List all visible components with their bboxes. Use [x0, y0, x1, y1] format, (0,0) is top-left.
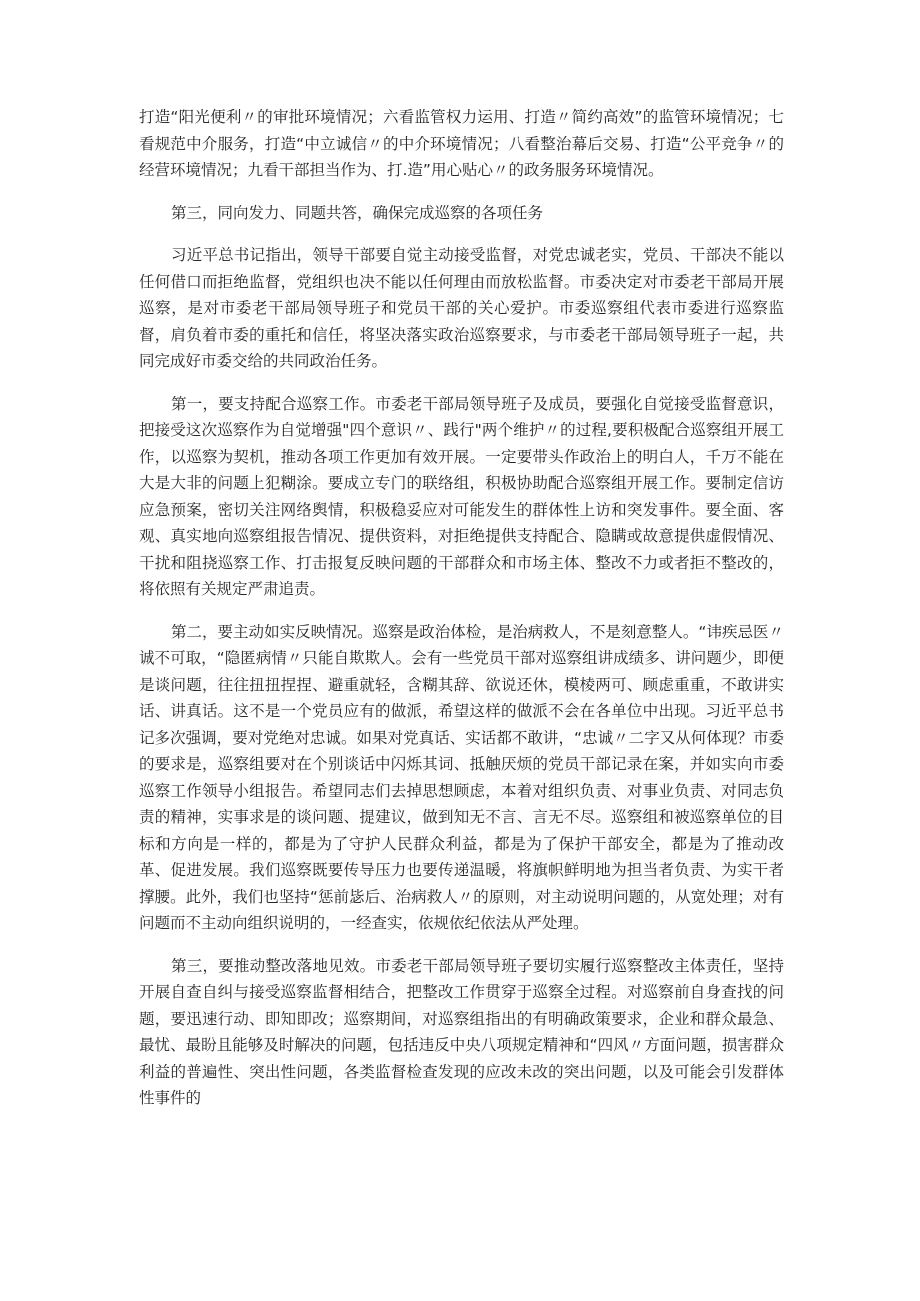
- document-body: [139, 104, 784, 1112]
- paragraph-approval-environment: 打造“阳光便利〃的审批环境情况；六看监管权力运用、打造〃简约高效”的监管环境情况；七看规范中介服务，打造“中立诚信〃的中介环境情况；八看整治幕后交易、打造“公平竞争〃的经营环境情况；九看干部担当作为、打.造”用心贴心〃的政务服务环境情况。: [139, 108, 784, 179]
- paragraph-accept-supervision: 习近平总书记指出，领导干部要自觉主动接受监督，对党忠诚老实，党员、干部决不能以任何借口而拒绝监督，党组织也决不能以任何理由而放松监督。市委决定对市委老干部局开展巡察，是对市委老干部局领导班子和党员干部的关心爱护。市委巡察组代表市委进行巡察监督，肩负着市委的重托和信任，将坚决落实政治巡察要求，与市委老干部局领导班子一起，共同完成好市委交给的共同政治任务。: [139, 246, 784, 370]
- paragraph-rectification: 第三，要推动整改落地见效。市委老干部局领导班子要切实履行巡察整改主体责任，坚持开展自查自纠与接受巡察监督相结合，把整改工作贯穿于巡察全过程。对巡察前自身查找的问题，要迅速行动、即知即改；巡察期间，对巡察组指出的有明确政策要求，企业和群众最急、最忧、最盼且能够及时解决的问题，包括违反中央八项规定精神和“四风〃方面问题，损害群众利益的普遍性、突出性问题，各类监督检查发现的应改未改的突出问题，以及可能会引发群体性事件的: [139, 956, 784, 1107]
- paragraph-support-inspection: 第一，要支持配合巡察工作。市委老干部局领导班子及成员，要强化自觉接受监督意识，把接受这次巡察作为自觉增强"四个意识〃、践行"两个维护〃的过程,要积极配合巡察组开展工作，以巡察为契机，推动各项工作更加有效开展。一定要带头作政治上的明白人，千万不能在大是大非的问题上犯糊涂。要成立专门的联络组，积极协助配合巡察组开展工作。要制定信访应急预案，密切关注网络舆情，积极稳妥应对可能发生的群体性上访和突发事件。要全面、客观、真实地向巡察组报告情况、提供资料，对拒绝提供支持配合、隐瞒或故意提供虚假情况、干扰和阻挠巡察工作、打击报复反映问题的干部群众和市场主体、整改不力或者拒不整改的，将依照有关规定严肃追责。: [139, 394, 784, 598]
- paragraph-report-truthfully: 第二，要主动如实反映情况。巡察是政治体检，是治病救人，不是刻意整人。“讳疾忌医〃诚不可取，“隐匿病情〃只能自欺欺人。会有一些党员干部对巡察组讲成绩多、讲问题少，即便是谈问题，往往扭扭捏捏、避重就轻，含糊其辞、欲说还休，模棱两可、顾虑重重，不敢讲实话、讲真话。这不是一个党员应有的做派，希望这样的做派不会在各单位中出现。习近平总书记多次强调，要对党绝对忠诚。如果对党真话、实话都不敢讲，“忠诚〃二字又从何体现？市委的要求是，巡察组要对在个别谈话中闪烁其词、抵触厌烦的党员干部记录在案，并如实向市委巡察工作领导小组报告。希望同志们去掉思想顾虑，本着对组织负责、对事业负责、对同志负责的精神，实事求是的谈问题、提建议，做到知无不言、言无不尽。巡察组和被巡察单位的目标和方向是一样的，都是为了守护人民群众利益，都是为了保护干部安全，都是为了推动改革、促进发展。我们巡察既要传导压力也要传递温暖，将旗帜鲜明地为担当者负责、为实干者撑腰。此外，我们也坚持“惩前毖后、治病救人〃的原则，对主动说明问题的，从宽处理；对有问题而不主动向组织说明的，一经查实，依规依纪依法从严处理。: [139, 622, 784, 932]
- section-heading-third: 第三，同向发力、同题共答，确保完成巡察的各项任务: [171, 203, 544, 222]
